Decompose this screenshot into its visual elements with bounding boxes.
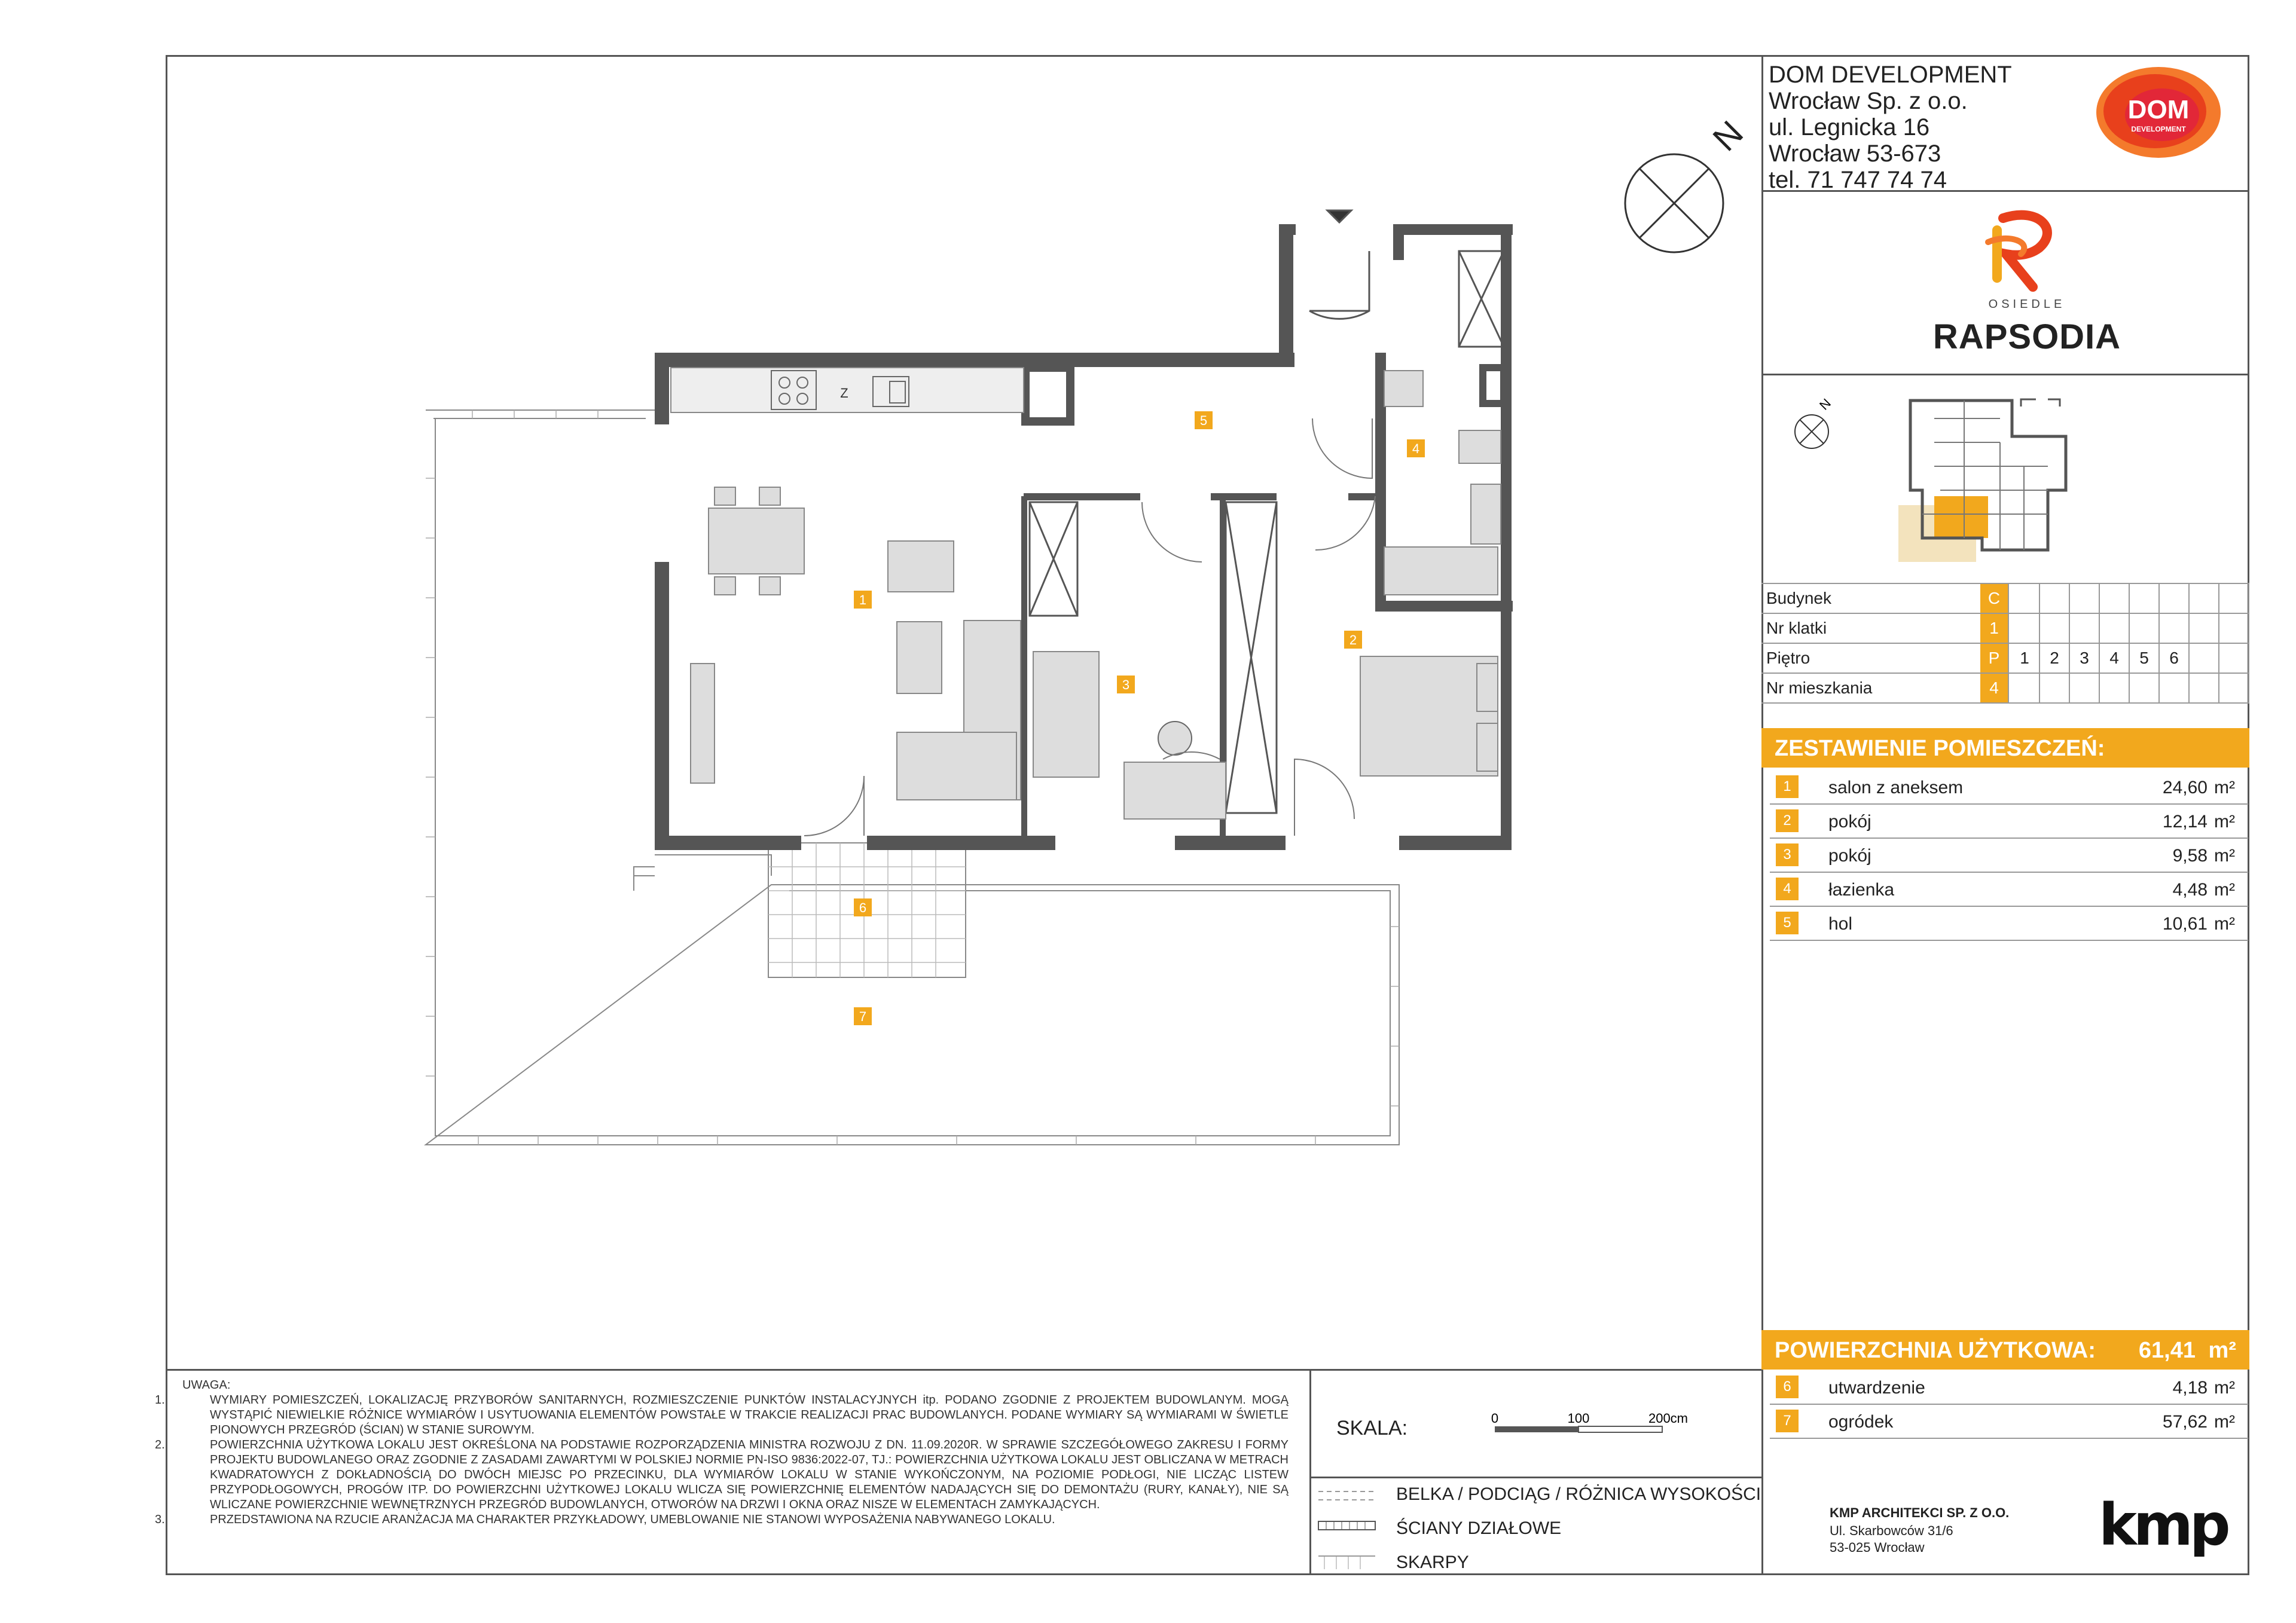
usable-area-bar	[1761, 1330, 2249, 1370]
info-grid-cell	[2160, 614, 2190, 644]
room-number-badge: 1	[1776, 775, 1799, 798]
note-item	[155, 1512, 1289, 1527]
room-marker-6: 6	[859, 900, 867, 915]
room-area-unit: m²	[2214, 914, 2235, 934]
info-grid-cell	[2190, 584, 2219, 614]
info-grid-cell	[2160, 584, 2190, 614]
room-marker-3: 3	[1122, 677, 1130, 692]
room-row	[1770, 1370, 2248, 1405]
info-grid-cell	[2040, 674, 2070, 704]
info-grid-cell	[2010, 614, 2040, 644]
key-plan	[1785, 395, 2155, 574]
room-area: 10,61	[2162, 914, 2208, 934]
room-row	[1770, 770, 2248, 805]
room-number-badge: 7	[1776, 1410, 1799, 1432]
note-number: 2.	[155, 1438, 165, 1451]
room-marker-1: 1	[859, 592, 867, 607]
room-row	[1770, 872, 2248, 907]
room-area-unit: m²	[2214, 778, 2235, 797]
room-name: hol	[1828, 914, 1853, 934]
info-grid-cell	[2040, 614, 2070, 644]
info-grid-cell	[2130, 584, 2160, 614]
room-area-unit: m²	[2214, 1378, 2235, 1398]
room-markers	[854, 411, 1425, 1025]
project-caption: OSIEDLE	[1988, 298, 2066, 311]
rapsodia-r-logo	[1955, 206, 2087, 296]
project-name: RAPSODIA	[1932, 317, 2121, 356]
notes	[155, 1378, 1289, 1527]
room-row	[1770, 804, 2248, 839]
info-grid-cell: 5	[2130, 644, 2160, 674]
architect-name: KMP ARCHITEKCI SP. Z O.O.	[1830, 1505, 2010, 1520]
room-marker-7: 7	[859, 1009, 867, 1024]
scale-tick: 200cm	[1648, 1411, 1689, 1426]
usable-area-unit: m²	[2208, 1338, 2236, 1363]
room-area-unit: m²	[2214, 880, 2235, 900]
info-grid-cell	[2070, 674, 2100, 704]
rooms-header	[1761, 728, 2249, 768]
room-area-unit: m²	[2214, 846, 2235, 866]
room-marker-2: 2	[1349, 632, 1357, 647]
company-line: ul. Legnicka 16	[1769, 114, 1930, 140]
info-grid-cell	[2010, 584, 2040, 614]
info-grid-cell: 2	[2040, 644, 2070, 674]
logo-subtext: DEVELOPMENT	[2131, 125, 2186, 133]
note-number: 3.	[155, 1513, 165, 1526]
info-grid-cell	[2100, 614, 2130, 644]
info-grid-cell	[2190, 614, 2219, 644]
info-grid-cell	[2010, 674, 2040, 704]
room-area: 24,60	[2162, 778, 2208, 797]
dom-development-logo	[2093, 65, 2224, 160]
room-row	[1770, 906, 2248, 941]
company-line: Wrocław Sp. z o.o.	[1769, 88, 1968, 114]
room-name: pokój	[1828, 812, 1871, 832]
room-number-badge: 6	[1776, 1376, 1799, 1398]
room-area: 4,18	[2172, 1378, 2208, 1398]
room-name: ogródek	[1828, 1412, 1894, 1432]
info-row-value: 1	[1980, 614, 2009, 644]
row-divider	[1761, 702, 2249, 704]
north-arrow	[1614, 113, 1751, 257]
room-area-unit: m²	[2214, 812, 2235, 832]
info-grid-cell	[2219, 674, 2249, 704]
kmp-logo: kmp	[2099, 1491, 2227, 1558]
info-row-label: Piętro	[1766, 649, 1810, 667]
scale-tick: 100	[1567, 1411, 1590, 1426]
note-number: 1.	[155, 1393, 165, 1407]
info-grid-cell	[2130, 674, 2160, 704]
info-row-label: Budynek	[1766, 589, 1831, 607]
room-name: łazienka	[1828, 880, 1895, 900]
info-grid-cell	[2219, 614, 2249, 644]
info-grid-cell: 4	[2100, 644, 2130, 674]
divider	[1309, 1369, 1311, 1575]
pot-icon	[1158, 722, 1192, 755]
info-grid-cell	[2160, 674, 2190, 704]
room-name: pokój	[1828, 846, 1871, 866]
north-label-small: N	[1816, 395, 1834, 413]
rooms-header-label: ZESTAWIENIE POMIESZCZEŃ:	[1775, 736, 2105, 761]
room-name: salon z aneksem	[1828, 778, 1964, 797]
room-row	[1770, 838, 2248, 873]
info-grid-cell	[2219, 584, 2249, 614]
info-row-value: 4	[1980, 674, 2009, 704]
info-grid-cell	[2219, 644, 2249, 674]
legend-beam: BELKA / PODCIĄG / RÓŻNICA WYSOKOŚCI	[1396, 1484, 1761, 1504]
entrance-door	[1309, 210, 1369, 319]
room-area: 9,58	[2172, 846, 2208, 866]
info-grid-cell	[2070, 614, 2100, 644]
architect-city: 53-025 Wrocław	[1830, 1540, 1925, 1555]
info-grid-cell	[2100, 674, 2130, 704]
company-line: DOM DEVELOPMENT	[1769, 62, 2012, 88]
usable-area-value: 61,41	[2138, 1338, 2196, 1363]
company-line: Wrocław 53-673	[1769, 140, 1941, 167]
info-row-value: P	[1980, 644, 2009, 674]
note-text: POWIERZCHNIA UŻYTKOWA LOKALU JEST OKREŚLONA NA PODSTAWIE ROZPORZĄDZENIA MINISTRA ROZWOJU Z DN. 11.09.2020R. W SPRAWIE SZCZEGÓŁOWEGO ZAKRESU I FORMY PROJEKTU BUDOWLANEGO ORAZ ZGODNIE Z ZASADAMI ZAWARTYMI W POLSKIEJ NORMIE PN-ISO 9836:2022-07, TJ.: POWIERZCHNIA UŻYTKOWA LOKALU JEST OBLICZANA W METRACH KWADRATOWYCH Z DOKŁADNOŚCIĄ DO DWÓCH MIEJSC PO PRZECINKU, DLA WYMIARÓW LOKALU W STANIE WYKOŃCZONYM, NA POZIOMIE PODŁOGI, NIE LICZĄC LISTEW PRZYPODŁOGOWYCH, PROGÓW ITP. DO POWIERZCHNI UŻYTKOWEJ LOKALU WLICZA SIĘ POWIERZCHNIĘ ELEMENTÓW NADAJĄCYCH SIĘ DO DEMONTAŻU (RURY, KANAŁY), NIE SĄ WLICZANE POWIERZCHNIE WEWNĘTRZNYCH PRZEGRÓD BUDOWLANYCH, OTWORÓW NA DRZWI I OKNA ORAZ NISZE W ELEMENTACH ZAMYKAJĄCYCH.	[210, 1438, 1289, 1511]
room-area: 4,48	[2172, 880, 2208, 900]
room-marker-5: 5	[1199, 413, 1208, 428]
info-grid-cell	[2130, 614, 2160, 644]
fridge-label: Z	[840, 386, 848, 401]
room-area: 57,62	[2162, 1412, 2208, 1432]
company-address	[1769, 62, 2012, 193]
divider	[1761, 374, 2249, 375]
info-grid-cell	[2070, 584, 2100, 614]
info-grid-cell	[2190, 644, 2219, 674]
info-grid-cell: 1	[2010, 644, 2040, 674]
logo-text: DOM	[2127, 95, 2190, 124]
note-text: WYMIARY POMIESZCZEŃ, LOKALIZACJĘ PRZYBORÓW SANITARNYCH, ROZMIESZCZENIE PUNKTÓW INSTALACYJNYCH itp. PODANO ZGODNIE Z PROJEKTEM BUDOWLANYM. MOGĄ WYSTĄPIĆ NIEWIELKIE RÓŻNICE WYMIARÓW I USYTUOWANIA ELEMENTÓW POWSTAŁE W TRAKCIE REALIZACJI PRAC BUDOWLANYCH. PODANE WYMIARY SĄ WYMIARAMI W ŚWIETLE PIONOWYCH PRZEGRÓD (ŚCIAN) W STANIE SUROWYM.	[210, 1393, 1289, 1436]
note-item	[155, 1393, 1289, 1438]
room-number-badge: 3	[1776, 843, 1799, 866]
info-grid-cell	[2100, 584, 2130, 614]
room-number-badge: 4	[1776, 878, 1799, 900]
info-grid-cell	[2040, 584, 2070, 614]
floor-plan	[419, 209, 1435, 1166]
info-grid-cell	[2190, 674, 2219, 704]
north-label: N	[1705, 113, 1751, 159]
room-number-badge: 2	[1776, 809, 1799, 832]
room-row	[1770, 1404, 2248, 1439]
architect-street: Ul. Skarbowców 31/6	[1830, 1523, 1953, 1538]
scale-tick: 0	[1491, 1411, 1499, 1426]
usable-area-label: POWIERZCHNIA UŻYTKOWA:	[1775, 1338, 2096, 1363]
room-area: 12,14	[2162, 812, 2208, 832]
room-marker-4: 4	[1412, 441, 1420, 456]
scale-bar	[1489, 1411, 1698, 1447]
divider	[1309, 1477, 1763, 1478]
legend-slopes: SKARPY	[1396, 1552, 1469, 1572]
info-row-label: Nr klatki	[1766, 619, 1827, 637]
note-text: PRZEDSTAWIONA NA RZUCIE ARANŻACJA MA CHARAKTER PRZYKŁADOWY, UMEBLOWANIE NIE STANOWI WYPOSAŻENIA NABYWANEGO LOKALU.	[210, 1513, 1055, 1526]
info-grid-cell: 3	[2070, 644, 2100, 674]
notes-title: UWAGA:	[182, 1379, 231, 1392]
company-line: tel. 71 747 74 74	[1769, 167, 1947, 193]
room-number-badge: 5	[1776, 912, 1799, 934]
room-area-unit: m²	[2214, 1412, 2235, 1432]
divider	[166, 1369, 1763, 1371]
info-grid-cell: 6	[2160, 644, 2190, 674]
note-item	[155, 1438, 1289, 1512]
scale-label: SKALA:	[1336, 1417, 1408, 1439]
info-row-value: C	[1980, 584, 2009, 614]
info-row-label: Nr mieszkania	[1766, 678, 1873, 697]
legend-symbols	[1315, 1486, 1387, 1575]
legend-partition-walls: ŚCIANY DZIAŁOWE	[1396, 1518, 1562, 1538]
room-name: utwardzenie	[1828, 1378, 1925, 1398]
